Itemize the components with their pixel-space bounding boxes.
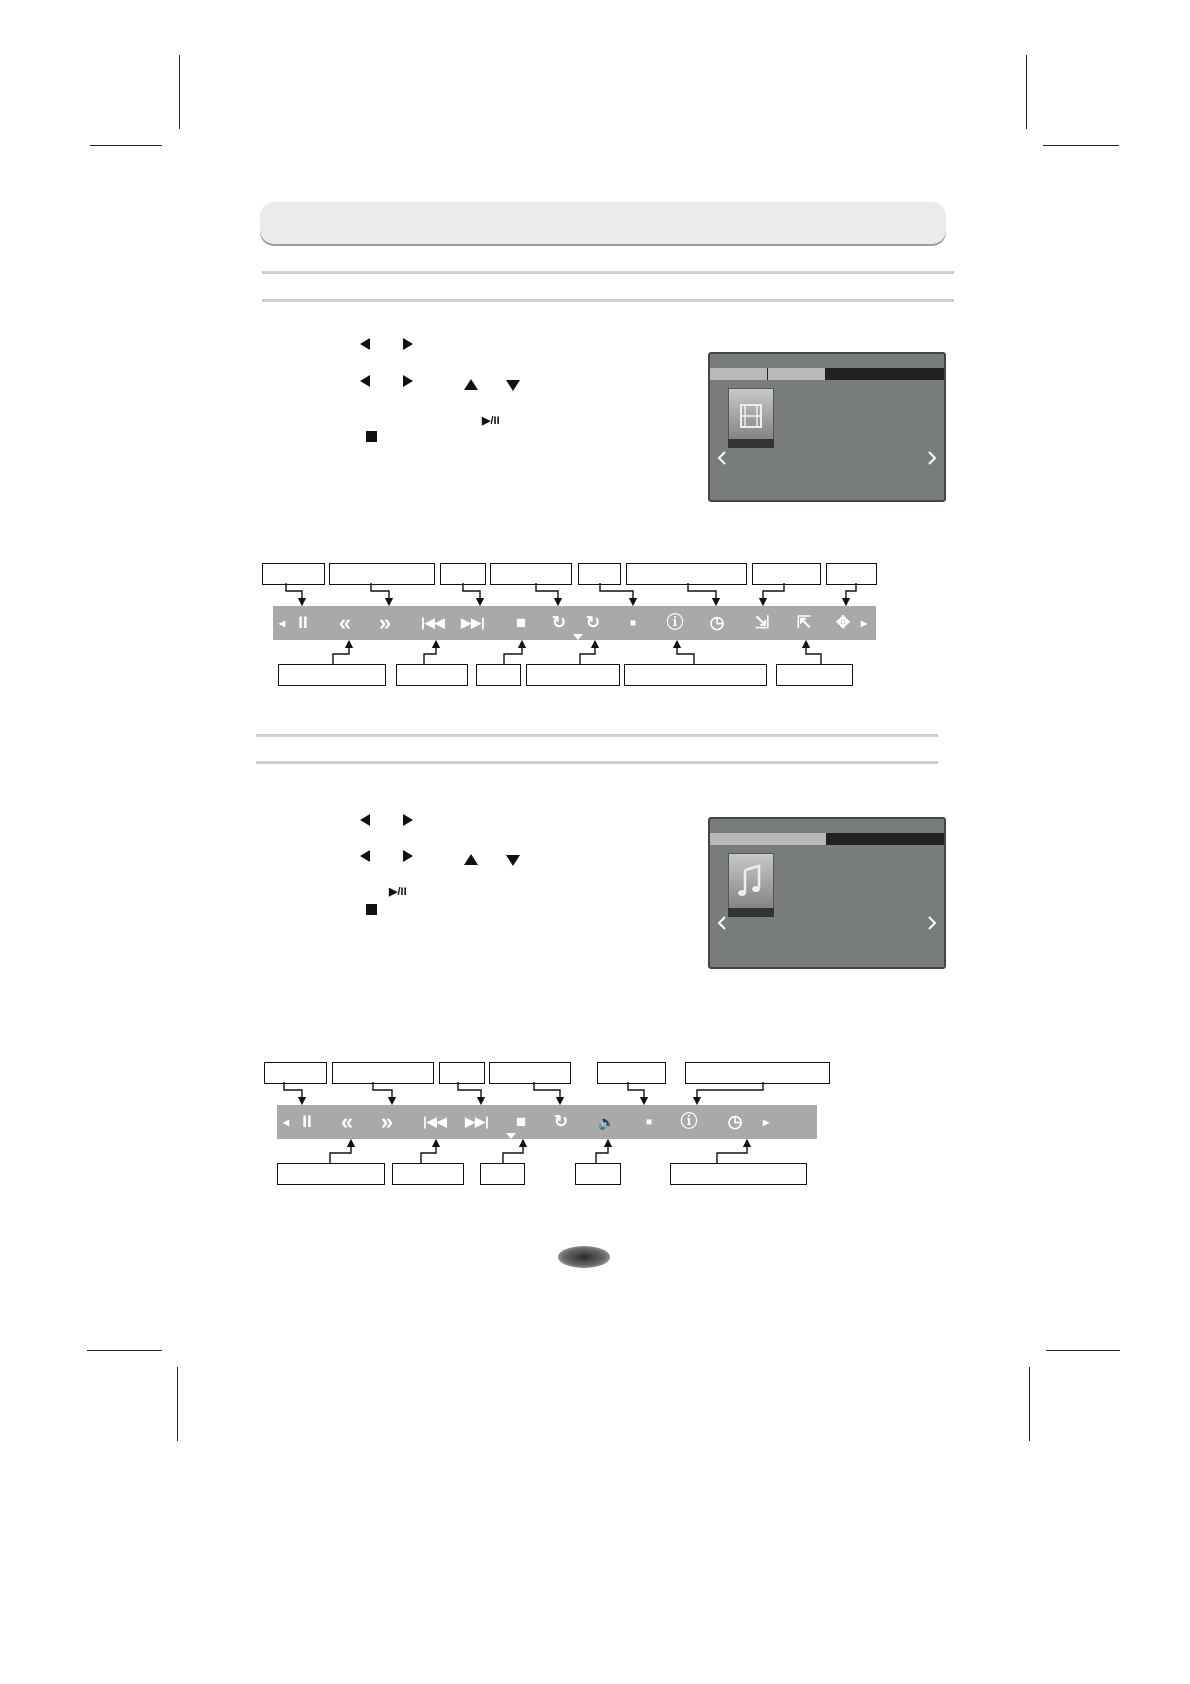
info-icon: ⓘ	[666, 613, 684, 632]
scroll-right-icon: ▸	[762, 1115, 770, 1129]
connector-line	[846, 583, 856, 602]
play-pause-icon: ▶/II	[389, 886, 407, 898]
connector-line	[628, 1082, 644, 1101]
connector-line	[763, 583, 784, 602]
connector-line	[371, 583, 389, 602]
scroll-left-icon: ◂	[282, 1115, 290, 1129]
connector-line	[677, 644, 694, 664]
stop-icon: ■	[515, 613, 527, 632]
subtitle-icon: ▪	[629, 612, 637, 634]
scroll-right-icon: ▸	[860, 616, 868, 630]
connector-line	[580, 644, 595, 664]
connector-line	[330, 1143, 351, 1163]
stop-icon: ■	[515, 1112, 527, 1131]
connector-line	[688, 583, 716, 602]
previous-track-icon: |◀◀	[423, 1114, 447, 1129]
connector-line	[458, 1082, 481, 1101]
page-number-badge	[558, 1246, 610, 1268]
connector-line	[333, 644, 349, 664]
connector-line	[463, 583, 480, 602]
next-track-icon: ▶▶|	[461, 615, 485, 630]
previous-track-icon: |◀◀	[421, 615, 445, 630]
zoom-in-icon: ⇲	[754, 613, 770, 632]
connector-line	[421, 1143, 436, 1163]
move-icon: ✥	[835, 613, 851, 632]
connector-line	[424, 644, 436, 664]
repeat-icon: ↻	[551, 613, 567, 632]
clock-icon: ◷	[709, 613, 725, 632]
connector-line	[503, 1143, 523, 1163]
connector-line	[600, 583, 633, 602]
repeat-ab-icon: ↻	[585, 613, 601, 632]
connector-line	[717, 1143, 747, 1163]
fast-forward-icon: »	[378, 610, 392, 635]
next-track-icon: ▶▶|	[465, 1114, 489, 1129]
zoom-out-icon: ⇱	[796, 613, 812, 632]
connector-line	[286, 583, 302, 602]
connector-line	[373, 1082, 392, 1101]
pause-icon: II	[302, 1112, 312, 1131]
scroll-left-icon: ◂	[278, 616, 286, 630]
info-icon: ⓘ	[680, 1112, 698, 1131]
repeat-icon: ↻	[553, 1112, 569, 1131]
play-pause-icon: ▶/II	[482, 415, 500, 427]
connector-line	[536, 583, 558, 602]
subtitle-icon: ▪	[645, 1111, 653, 1133]
pause-icon: II	[298, 613, 308, 632]
connector-line	[504, 644, 522, 664]
fast-forward-icon: »	[380, 1109, 394, 1134]
speaker-icon: 🔈	[598, 1114, 616, 1130]
connector-line	[697, 1082, 763, 1101]
connector-line	[534, 1082, 560, 1101]
connector-line	[284, 1082, 302, 1101]
rewind-icon: «	[340, 1109, 354, 1134]
connector-line	[806, 644, 821, 664]
rewind-icon: «	[338, 610, 352, 635]
clock-icon: ◷	[727, 1112, 743, 1131]
connector-line	[596, 1143, 608, 1163]
